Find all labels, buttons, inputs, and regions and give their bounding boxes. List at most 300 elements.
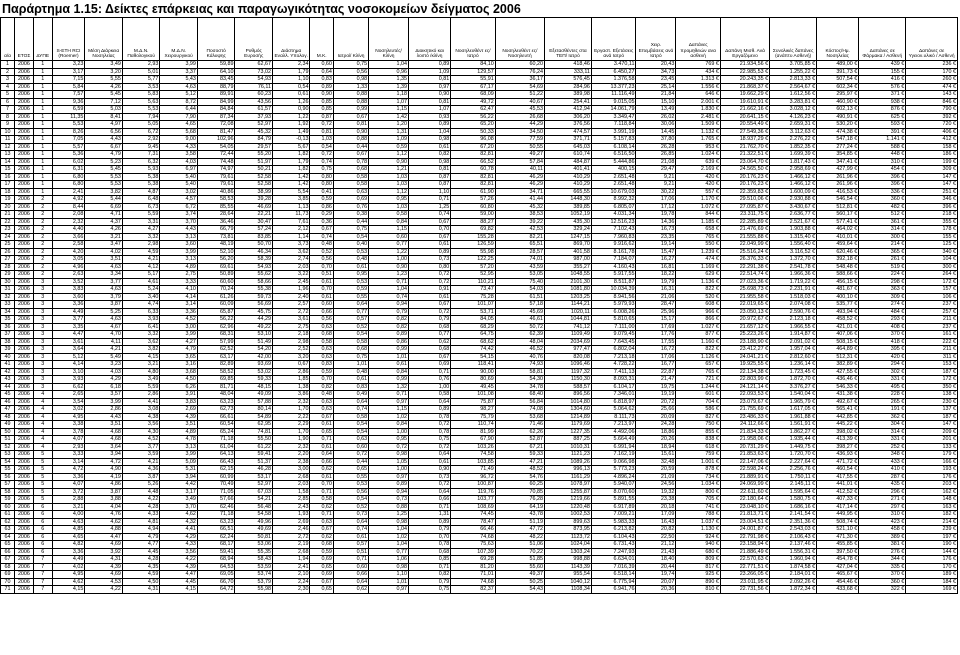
- table-cell: 4,63: [85, 316, 123, 324]
- table-cell: 5,45: [85, 166, 123, 174]
- table-cell: 530,20 €: [817, 121, 859, 129]
- table-cell: 0,79: [408, 526, 450, 534]
- table-cell: 80,14: [235, 406, 273, 414]
- table-cell: 407,06 €: [817, 331, 859, 339]
- table-cell: 2,75: [272, 323, 310, 331]
- table-cell: 50,81: [235, 533, 273, 541]
- table-cell: 347,41 €: [817, 158, 859, 166]
- table-cell: 56,22: [197, 316, 235, 324]
- table-cell: 0,60: [310, 301, 333, 309]
- table-cell: 1002,53: [545, 511, 592, 519]
- table-cell: 8.093,31: [591, 376, 636, 384]
- table-cell: 4,04: [85, 503, 123, 511]
- table-cell: 1.034 €: [676, 481, 721, 489]
- table-cell: 21.834,33 €: [720, 428, 769, 436]
- table-cell: 492,67 €: [817, 398, 859, 406]
- table-cell: 63,23: [197, 398, 235, 406]
- table-cell: 2006: [15, 143, 34, 151]
- table-row: [1, 511, 958, 519]
- table-cell: 4: [33, 406, 52, 414]
- table-cell: 61,26: [197, 293, 235, 301]
- table-cell: 0,71: [310, 436, 333, 444]
- table-cell: 1.141 €: [859, 136, 906, 144]
- table-cell: 2006: [15, 188, 34, 196]
- table-cell: 84,79: [235, 136, 273, 144]
- table-cell: 6,67: [85, 143, 123, 151]
- table-row: [1, 256, 958, 264]
- table-cell: 1.160 €: [676, 338, 721, 346]
- table-cell: 4: [1, 83, 15, 91]
- table-cell: 2006: [15, 196, 34, 204]
- table-cell: 9,00: [160, 136, 198, 144]
- table-cell: 48,22: [495, 533, 544, 541]
- table-cell: 52,10: [197, 248, 235, 256]
- table-cell: 251 €: [906, 188, 958, 196]
- table-cell: 1,23: [369, 271, 409, 279]
- table-cell: 6.802,04: [591, 346, 636, 354]
- table-cell: 0,62: [408, 338, 450, 346]
- table-cell: 48,19: [197, 241, 235, 249]
- table-cell: 4,38: [122, 413, 160, 421]
- table-cell: 75,28: [451, 293, 496, 301]
- table-cell: 82,81: [451, 181, 496, 189]
- table-cell: 7.162,19: [591, 451, 636, 459]
- table-cell: 1.720,70 €: [770, 451, 817, 459]
- table-cell: 1143,39: [545, 563, 592, 571]
- table-cell: 0,89: [408, 518, 450, 526]
- table-cell: 0,95: [333, 271, 368, 279]
- table-cell: 82,21: [495, 233, 544, 241]
- table-cell: 3,37: [160, 68, 198, 76]
- table-cell: 66,43: [197, 458, 235, 466]
- column-header: Ποσοστό Κάλυψης: [197, 18, 235, 61]
- table-cell: 0,95: [369, 196, 409, 204]
- table-cell: 5.917,55: [591, 271, 636, 279]
- table-cell: 4.160,43: [591, 263, 636, 271]
- table-cell: 0,38: [333, 211, 368, 219]
- table-cell: 5,59: [122, 383, 160, 391]
- table-cell: 5,38: [122, 173, 160, 181]
- table-cell: 176 €: [906, 556, 958, 564]
- table-cell: 38,53: [495, 211, 544, 219]
- table-cell: 3,93: [122, 316, 160, 324]
- table-cell: 60,60: [197, 278, 235, 286]
- table-cell: 3,16: [160, 361, 198, 369]
- column-header: Μ.Δ.Ν. Χειρουργικού: [160, 18, 198, 61]
- table-cell: 5,45: [85, 91, 123, 99]
- table-cell: 2006: [15, 346, 34, 354]
- table-cell: 433 €: [859, 458, 906, 466]
- table-cell: 2006: [15, 218, 34, 226]
- table-cell: 0,71: [333, 556, 368, 564]
- table-cell: 22.147,06 €: [720, 458, 769, 466]
- table-cell: 17,76: [636, 331, 676, 339]
- table-cell: 5,68: [160, 128, 198, 136]
- table-cell: 3,92: [85, 548, 123, 556]
- table-cell: 4,20: [52, 248, 85, 256]
- table-cell: 64,53: [197, 563, 235, 571]
- table-cell: 0,64: [408, 398, 450, 406]
- column-header: Μ.Κ.: [310, 18, 333, 61]
- table-cell: 54: [1, 458, 15, 466]
- table-cell: 237 €: [906, 323, 958, 331]
- column-header: Εξετασθέντες στα ΤΕΠ/ Ιατρό: [545, 18, 592, 61]
- table-row: [1, 488, 958, 496]
- table-cell: 0,61: [333, 533, 368, 541]
- table-cell: 51,19: [495, 518, 544, 526]
- table-cell: 3: [33, 383, 52, 391]
- table-cell: 588 €: [859, 143, 906, 151]
- table-cell: 57,24: [235, 226, 273, 234]
- table-cell: 4,39: [85, 563, 123, 571]
- table-cell: 19.610,91 €: [720, 98, 769, 106]
- table-cell: 46,52: [495, 346, 544, 354]
- table-cell: 18,22: [636, 271, 676, 279]
- table-cell: 309 €: [859, 293, 906, 301]
- table-cell: 1,94: [272, 556, 310, 564]
- table-cell: 41,44: [495, 196, 544, 204]
- table-cell: 170 €: [906, 563, 958, 571]
- table-cell: 4,11: [85, 338, 123, 346]
- table-cell: 436,93 €: [817, 451, 859, 459]
- table-cell: 163 €: [906, 503, 958, 511]
- table-cell: 2006: [15, 98, 34, 106]
- table-cell: 1121,23: [545, 451, 592, 459]
- table-cell: 741 €: [676, 503, 721, 511]
- table-cell: 7: [1, 106, 15, 114]
- table-cell: 0,71: [310, 488, 333, 496]
- table-cell: 474,57: [545, 128, 592, 136]
- table-cell: 55,91: [451, 76, 496, 84]
- table-cell: 2.141,54 €: [770, 511, 817, 519]
- table-cell: 90,00: [451, 368, 496, 376]
- table-cell: 734 €: [676, 473, 721, 481]
- table-cell: 1,10: [272, 76, 310, 84]
- table-cell: 61,90: [451, 188, 496, 196]
- table-cell: 138 €: [906, 391, 958, 399]
- table-cell: 0,70: [310, 286, 333, 294]
- table-cell: 2,68: [272, 548, 310, 556]
- table-cell: 20,59: [636, 466, 676, 474]
- table-row: [1, 338, 958, 346]
- table-cell: 3,77: [52, 316, 85, 324]
- table-cell: 60,78: [451, 166, 496, 174]
- table-cell: 0,58: [333, 338, 368, 346]
- table-cell: 9: [1, 121, 15, 129]
- table-cell: 3,70: [160, 218, 198, 226]
- table-cell: 5,54: [272, 188, 310, 196]
- table-cell: 3,82: [122, 346, 160, 354]
- table-cell: 4,42: [160, 481, 198, 489]
- table-cell: 0,59: [369, 143, 409, 151]
- table-cell: 4,07: [52, 481, 85, 489]
- table-cell: 2: [33, 211, 52, 219]
- table-cell: 4,22: [160, 556, 198, 564]
- table-cell: 0,89: [310, 83, 333, 91]
- table-cell: 2006: [15, 391, 34, 399]
- table-cell: 412 €: [906, 136, 958, 144]
- table-cell: 19,78: [636, 211, 676, 219]
- table-cell: 47,21: [495, 458, 544, 466]
- table-cell: 0,64: [333, 301, 368, 309]
- table-cell: 10.679,03: [591, 188, 636, 196]
- table-cell: 4,57: [160, 196, 198, 204]
- table-cell: 6,18: [85, 383, 123, 391]
- table-cell: 6.108,14: [591, 143, 636, 151]
- table-cell: 59,41: [235, 451, 273, 459]
- table-cell: 71,01: [451, 571, 496, 579]
- table-cell: 22.731,56 €: [720, 586, 769, 594]
- table-cell: 59,41: [197, 548, 235, 556]
- table-cell: 1.595,64 €: [770, 488, 817, 496]
- table-cell: 74,42: [451, 346, 496, 354]
- table-cell: 274 €: [859, 301, 906, 309]
- table-cell: 3,02: [160, 188, 198, 196]
- table-cell: 16,72: [636, 346, 676, 354]
- table-body: [1, 61, 958, 594]
- table-row: [1, 143, 958, 151]
- table-cell: 6.818,97: [591, 398, 636, 406]
- table-cell: 3,87: [122, 473, 160, 481]
- table-row: [1, 181, 958, 189]
- table-cell: 602,13 €: [817, 106, 859, 114]
- table-cell: 98,27: [451, 406, 496, 414]
- table-cell: 0,61: [408, 458, 450, 466]
- table-cell: 5.940,07: [591, 481, 636, 489]
- table-cell: 2006: [15, 421, 34, 429]
- table-cell: 54,21: [235, 496, 273, 504]
- table-cell: 6,59: [52, 106, 85, 114]
- table-cell: 629 €: [676, 271, 721, 279]
- table-cell: 0,83: [333, 383, 368, 391]
- table-row: [1, 421, 958, 429]
- table-cell: 23.064,70 €: [720, 158, 769, 166]
- table-cell: 4,33: [122, 511, 160, 519]
- table-cell: 2006: [15, 91, 34, 99]
- table-row: [1, 526, 958, 534]
- table-cell: 260 €: [906, 76, 958, 84]
- table-cell: 0,71: [369, 278, 409, 286]
- table-cell: 3.705,85 €: [770, 61, 817, 69]
- table-cell: 5,01: [122, 68, 160, 76]
- table-cell: 0,70: [310, 376, 333, 384]
- table-cell: 481,67 €: [817, 286, 859, 294]
- table-cell: 189 €: [906, 571, 958, 579]
- table-cell: 30: [1, 278, 15, 286]
- table-cell: 5.773,23: [591, 466, 636, 474]
- table-cell: 3,61: [52, 338, 85, 346]
- table-cell: 1.255,22 €: [770, 68, 817, 76]
- table-cell: 490,91 €: [817, 113, 859, 121]
- table-cell: 1: [33, 173, 52, 181]
- table-cell: 22.771,51 €: [720, 563, 769, 571]
- table-cell: 3: [33, 346, 52, 354]
- table-row: [1, 76, 958, 84]
- table-cell: 4,28: [122, 556, 160, 564]
- table-cell: 144 €: [906, 548, 958, 556]
- table-cell: 54,03: [495, 286, 544, 294]
- table-cell: 103,77: [451, 496, 496, 504]
- table-cell: 1,70: [272, 406, 310, 414]
- table-cell: 0,98: [369, 451, 409, 459]
- table-cell: 1,04: [408, 128, 450, 136]
- table-cell: 49,96: [235, 518, 273, 526]
- table-cell: 6,32: [122, 158, 160, 166]
- table-cell: 2006: [15, 548, 34, 556]
- table-cell: 0,66: [310, 458, 333, 466]
- table-row: [1, 166, 958, 174]
- table-cell: 0,97: [408, 83, 450, 91]
- column-header: Μ.Δ.Ν. Παθολογικού: [122, 18, 160, 61]
- table-cell: 7.118,84: [591, 121, 636, 129]
- table-cell: 1304,60: [545, 406, 592, 414]
- table-cell: 68,31: [197, 331, 235, 339]
- table-cell: 2: [33, 248, 52, 256]
- table-cell: 67,90: [451, 436, 496, 444]
- table-cell: 1,82: [272, 166, 310, 174]
- table-cell: 69,85: [197, 376, 235, 384]
- table-cell: 0,58: [333, 173, 368, 181]
- table-cell: 0,36: [310, 218, 333, 226]
- table-cell: 322 €: [859, 586, 906, 594]
- table-cell: 1.509 €: [676, 121, 721, 129]
- table-cell: 1: [33, 61, 52, 69]
- table-cell: 2.590,76 €: [770, 308, 817, 316]
- table-cell: 1: [33, 128, 52, 136]
- table-cell: 1.617,05 €: [770, 406, 817, 414]
- table-cell: 822 €: [676, 286, 721, 294]
- table-cell: 55,62: [235, 271, 273, 279]
- table-cell: 24,28: [636, 421, 676, 429]
- table-cell: 5.979,93: [591, 301, 636, 309]
- table-cell: 2006: [15, 376, 34, 384]
- table-cell: 427,55 €: [817, 368, 859, 376]
- table-cell: 8.992,32: [591, 196, 636, 204]
- table-cell: 4,37: [85, 218, 123, 226]
- table-cell: 0,54: [310, 143, 333, 151]
- table-cell: 22.791,98 €: [720, 533, 769, 541]
- table-cell: 3,94: [160, 473, 198, 481]
- table-cell: 169 €: [906, 586, 958, 594]
- table-cell: 5: [33, 496, 52, 504]
- table-cell: 70,24: [197, 286, 235, 294]
- table-cell: 0,65: [310, 563, 333, 571]
- table-cell: 2006: [15, 511, 34, 519]
- table-cell: 4,12: [122, 263, 160, 271]
- table-cell: 1,12: [369, 188, 409, 196]
- table-cell: 396 €: [906, 203, 958, 211]
- table-cell: 2.930,88 €: [770, 196, 817, 204]
- table-cell: 1.874,58 €: [770, 563, 817, 571]
- table-cell: 21.555,88 €: [720, 233, 769, 241]
- table-cell: 43: [1, 376, 15, 384]
- table-cell: 4,47: [85, 533, 123, 541]
- table-cell: 355,27: [545, 263, 592, 271]
- table-cell: 14,45: [636, 128, 676, 136]
- table-cell: 955,54: [545, 571, 592, 579]
- table-cell: 37,93: [235, 113, 273, 121]
- table-cell: 24.041,21 €: [720, 353, 769, 361]
- table-cell: 67,03: [235, 488, 273, 496]
- table-cell: 82,81: [451, 173, 496, 181]
- table-cell: 22.134,38 €: [720, 368, 769, 376]
- table-row: [1, 106, 958, 114]
- table-cell: 2: [33, 241, 52, 249]
- table-cell: 2.651,48: [591, 181, 636, 189]
- table-cell: 0,83: [310, 361, 333, 369]
- table-cell: 1203,25: [545, 293, 592, 301]
- table-cell: 3: [1, 76, 15, 84]
- table-cell: 3,91: [160, 391, 198, 399]
- table-cell: 20.641,15 €: [720, 113, 769, 121]
- table-cell: 62,39: [495, 331, 544, 339]
- table-cell: 4,85: [52, 526, 85, 534]
- table-cell: 0,74: [333, 526, 368, 534]
- table-cell: 71: [1, 586, 15, 594]
- table-cell: 74,48: [197, 158, 235, 166]
- table-cell: 645,03: [545, 143, 592, 151]
- table-cell: 65,51: [495, 241, 544, 249]
- table-cell: 0,75: [310, 166, 333, 174]
- table-cell: 3,99: [160, 331, 198, 339]
- table-cell: 104 €: [906, 256, 958, 264]
- table-cell: 2,45: [272, 278, 310, 286]
- table-cell: 560,17 €: [817, 211, 859, 219]
- table-cell: 0,66: [408, 496, 450, 504]
- table-row: [1, 203, 958, 211]
- table-cell: 0,60: [333, 443, 368, 451]
- table-cell: 2006: [15, 181, 34, 189]
- table-cell: 465,67 €: [817, 571, 859, 579]
- table-cell: 3,13: [160, 256, 198, 264]
- table-cell: 1.903,88 €: [770, 226, 817, 234]
- table-cell: 3,14: [160, 301, 198, 309]
- table-cell: 3,20: [85, 68, 123, 76]
- table-cell: 5,12: [52, 353, 85, 361]
- table-cell: 0,61: [408, 293, 450, 301]
- table-cell: 4: [33, 443, 52, 451]
- table-cell: 81,47: [197, 128, 235, 136]
- table-cell: 876 €: [859, 106, 906, 114]
- table-cell: 1: [33, 83, 52, 91]
- table-cell: 361 €: [859, 218, 906, 226]
- table-cell: 0,68: [310, 541, 333, 549]
- table-cell: 4,82: [52, 541, 85, 549]
- table-cell: 1024,04: [545, 541, 592, 549]
- table-cell: 9.015,05: [591, 98, 636, 106]
- table-cell: 3,88: [85, 496, 123, 504]
- table-cell: 49,45: [451, 383, 496, 391]
- table-cell: 1,15: [369, 106, 409, 114]
- column-header: Διοικητικό και λοιπό /κλίνη: [408, 18, 450, 61]
- table-cell: 4,14: [160, 293, 198, 301]
- table-cell: 1,09: [408, 68, 450, 76]
- table-cell: 0,90: [408, 466, 450, 474]
- table-cell: 418,46: [545, 61, 592, 69]
- table-cell: 7,94: [122, 113, 160, 121]
- table-cell: 54,30: [495, 376, 544, 384]
- table-cell: 57,18: [495, 301, 544, 309]
- table-cell: 0,78: [333, 158, 368, 166]
- table-cell: 1,13: [272, 203, 310, 211]
- table-cell: 0,71: [408, 368, 450, 376]
- table-cell: 2006: [15, 76, 34, 84]
- table-cell: 228 €: [859, 391, 906, 399]
- table-cell: 4,36: [122, 466, 160, 474]
- table-cell: 1.449,75 €: [770, 443, 817, 451]
- table-cell: 182 €: [906, 511, 958, 519]
- table-cell: 0,76: [408, 376, 450, 384]
